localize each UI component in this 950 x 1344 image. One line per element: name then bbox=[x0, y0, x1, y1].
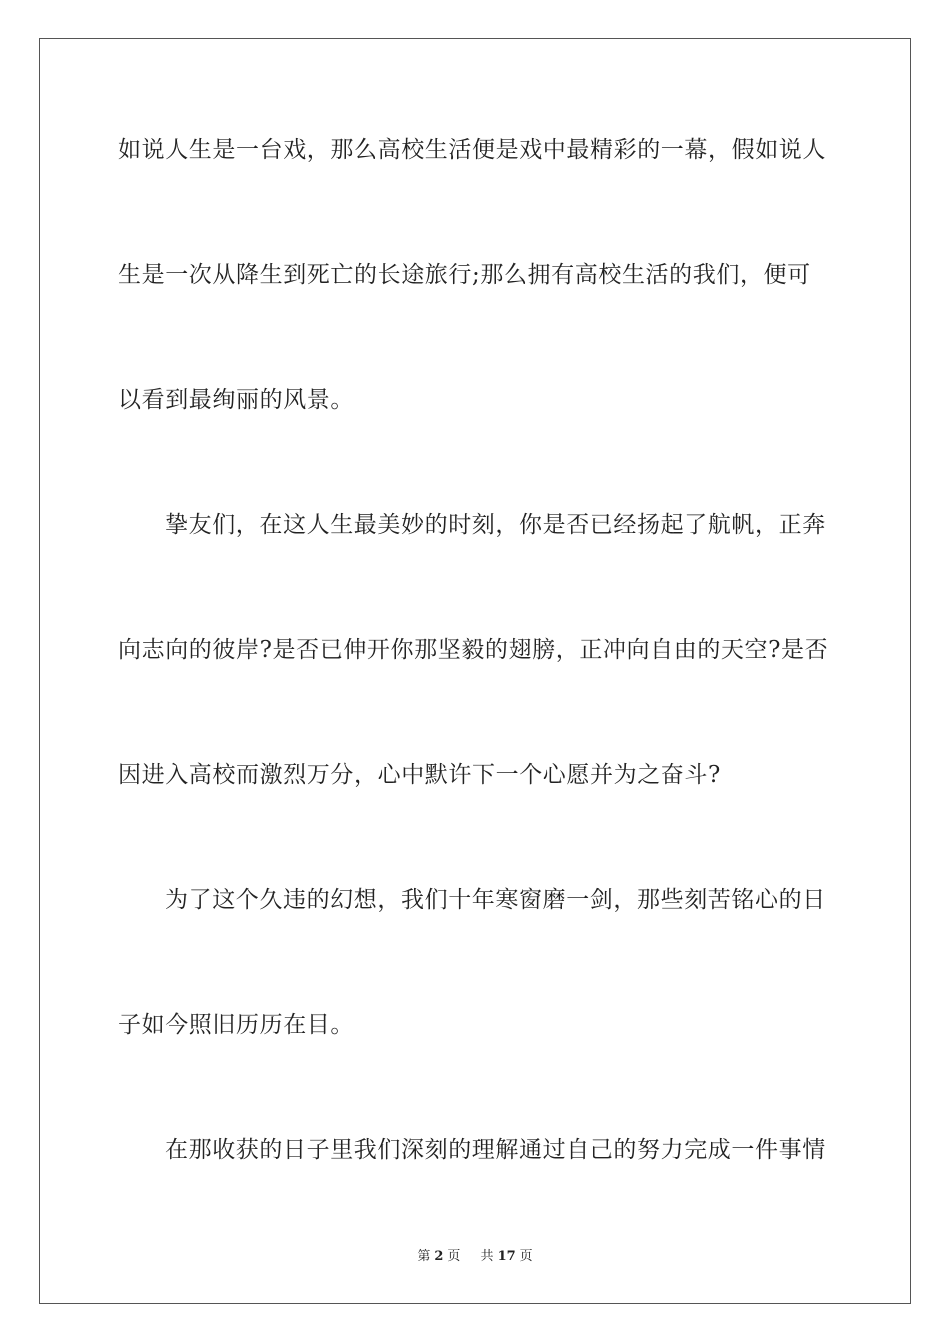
page-indicator bbox=[413, 1249, 464, 1264]
total-indicator bbox=[477, 1249, 537, 1264]
page-frame bbox=[39, 38, 911, 1304]
paragraph-line: 在那收获的日子里我们深刻的理解通过自己的努力完成一件事情 bbox=[165, 1137, 826, 1163]
paragraph-line: 向志向的彼岸?是否已伸开你那坚毅的翅膀，正冲向自由的天空?是否 bbox=[118, 637, 829, 663]
page-prefix: 第 bbox=[417, 1249, 431, 1264]
total-suffix: 页 bbox=[519, 1249, 533, 1264]
paragraph-line: 如说人生是一台戏，那么高校生活便是戏中最精彩的一幕，假如说人 bbox=[118, 137, 826, 163]
total-pages: 17 bbox=[497, 1249, 516, 1264]
paragraph-line: 以看到最绚丽的风景。 bbox=[118, 387, 354, 413]
paragraph-line: 子如今照旧历历在目。 bbox=[118, 1012, 354, 1038]
paragraph-line: 挚友们，在这人生最美妙的时刻，你是否已经扬起了航帆，正奔 bbox=[165, 512, 826, 538]
page-number: 2 bbox=[434, 1249, 444, 1264]
paragraph-line: 因进入高校而激烈万分，心中默许下一个心愿并为之奋斗? bbox=[118, 762, 721, 788]
paragraph-line: 为了这个久违的幻想，我们十年寒窗磨一剑，那些刻苦铭心的日 bbox=[165, 887, 826, 913]
page-suffix: 页 bbox=[447, 1249, 461, 1264]
total-prefix: 共 bbox=[480, 1249, 494, 1264]
paragraph-line: 生是一次从降生到死亡的长途旅行;那么拥有高校生活的我们，便可 bbox=[118, 262, 811, 288]
page-footer bbox=[0, 1248, 950, 1266]
